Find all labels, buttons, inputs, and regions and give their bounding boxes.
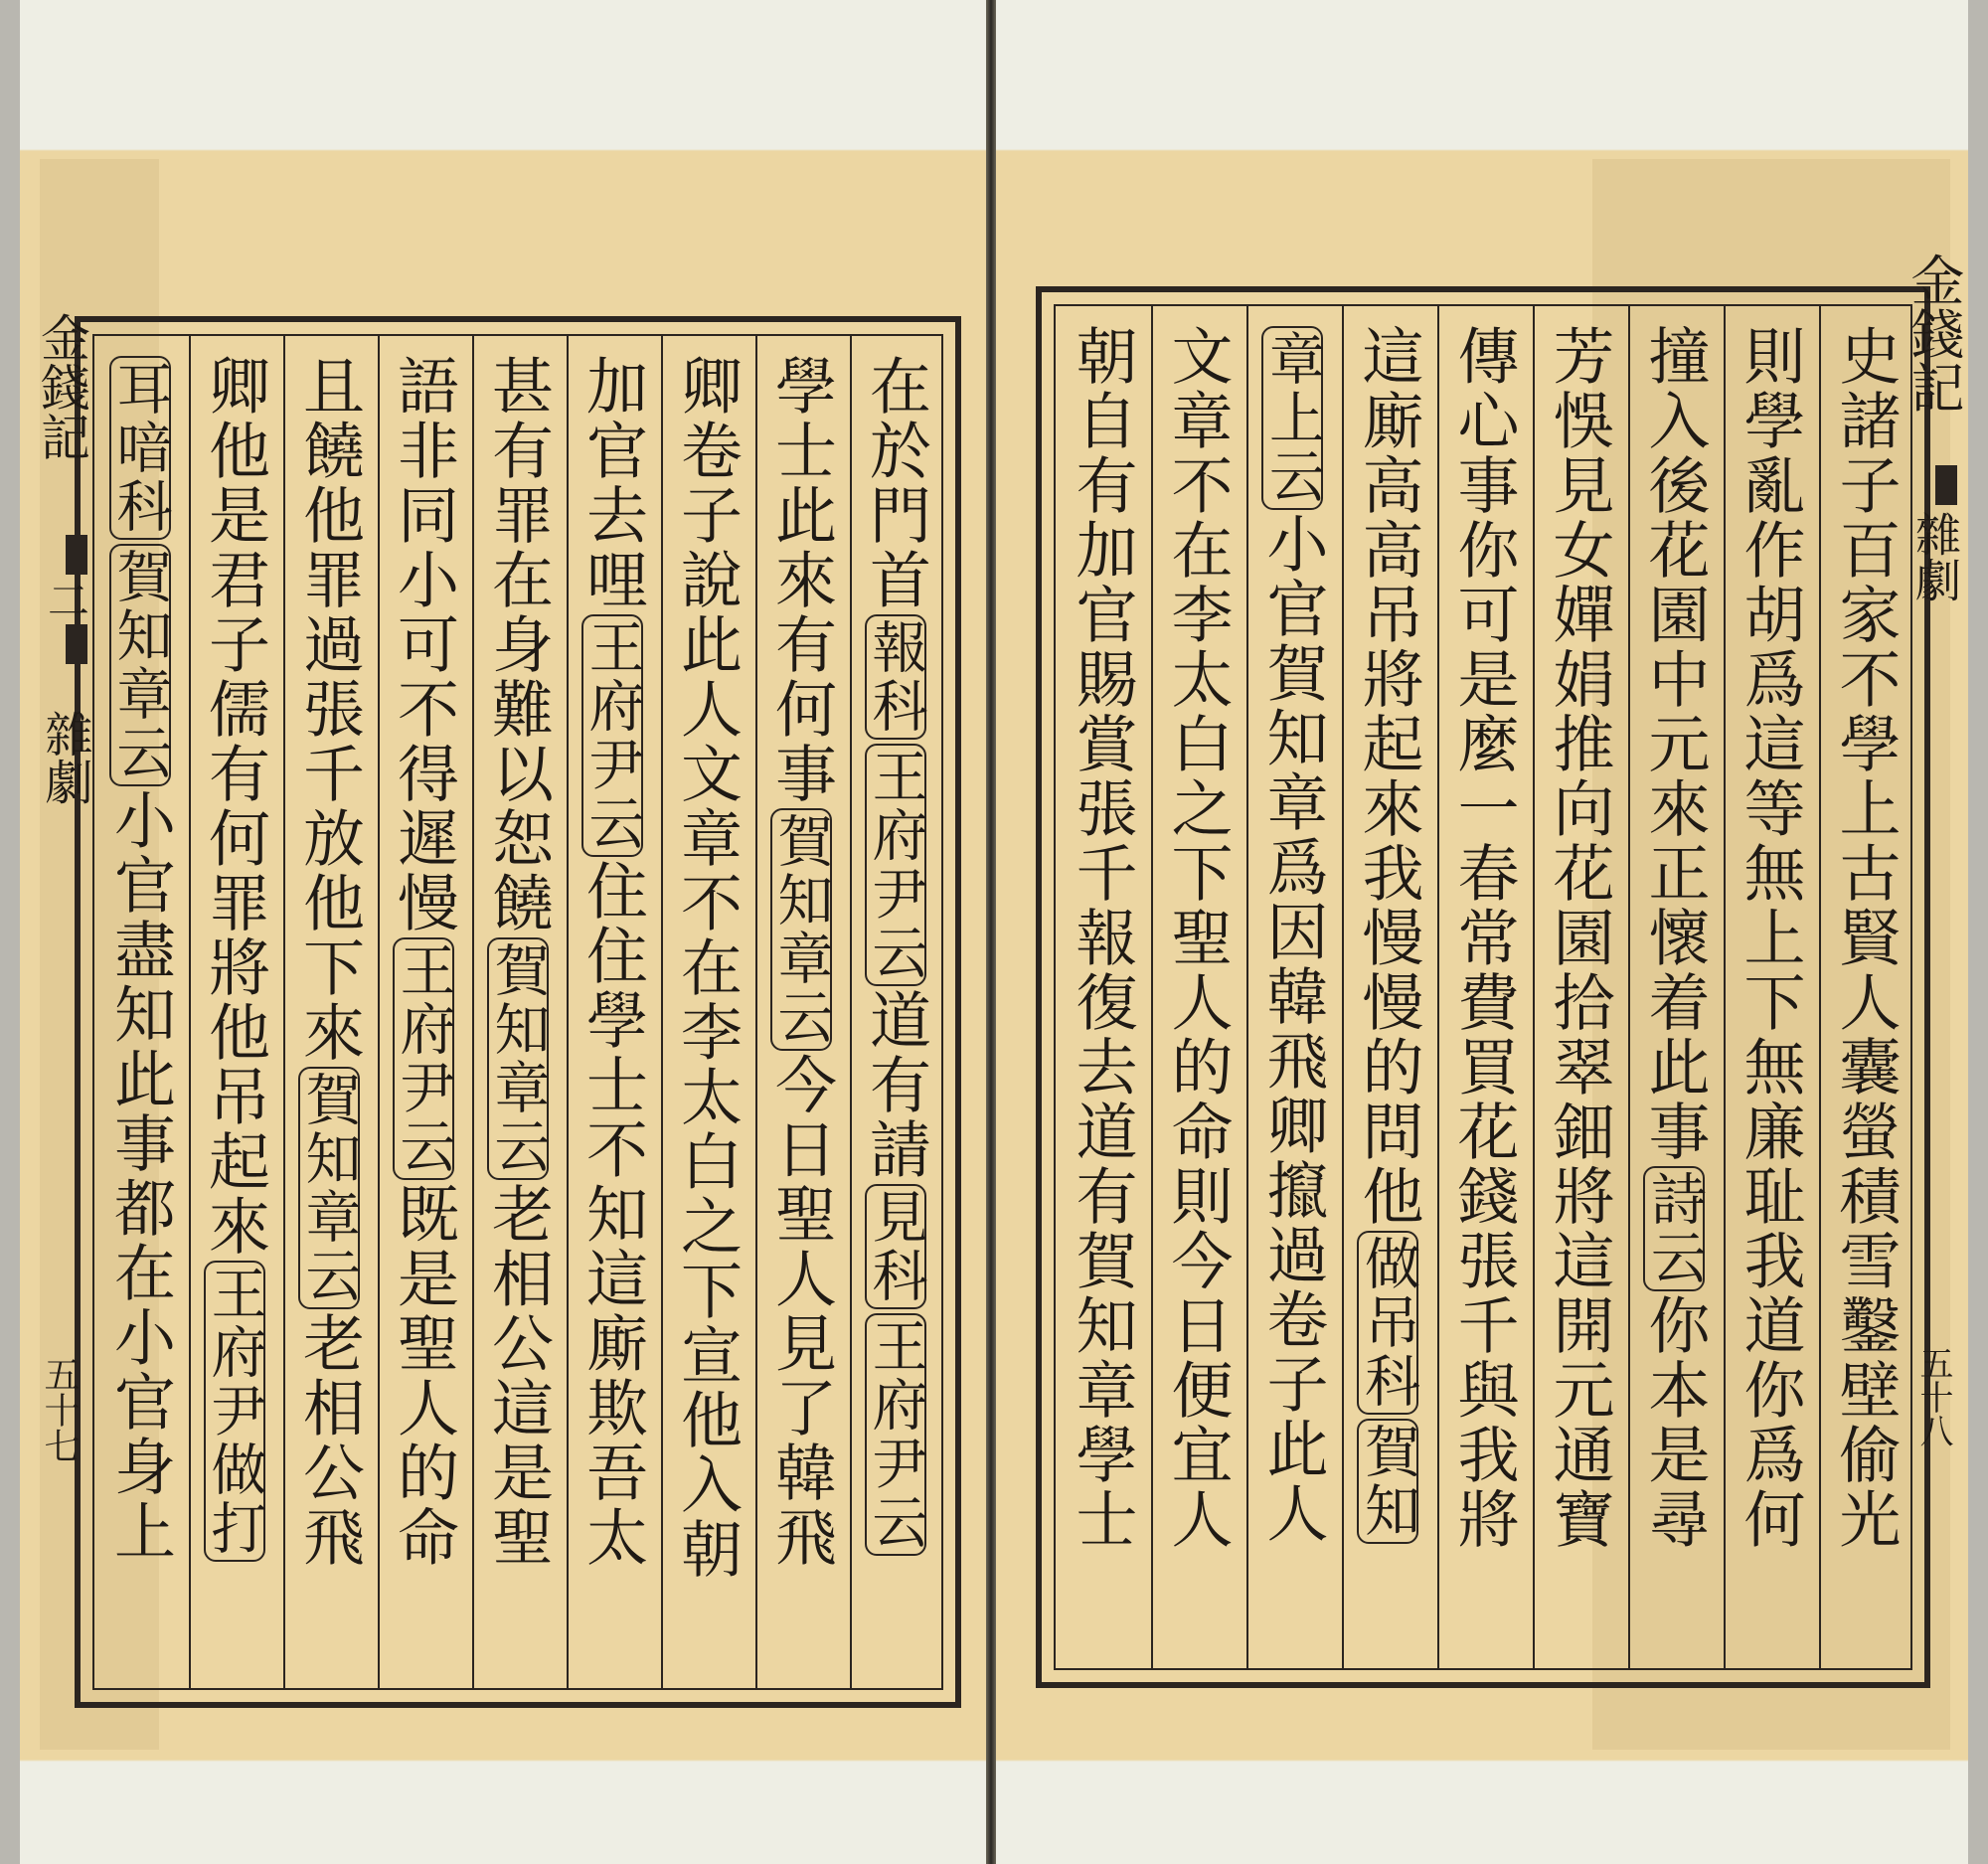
text-run: 史諸子百家不學上古賢人囊螢積雪鑿壁偷光 [1829, 324, 1902, 1552]
right-margin-title: 金錢記 [1903, 253, 1965, 414]
fish-tail-mark [66, 535, 87, 575]
text-run: 文章不在李太白之下聖人的命則今日便宜人 [1161, 324, 1234, 1552]
right-page-frame [1036, 253, 1965, 1688]
left-text-block [92, 334, 943, 1690]
boxed-stage-direction: 王府尹云 [393, 937, 454, 1180]
boxed-stage-direction: 章上云 [1261, 326, 1323, 510]
text-column [481, 354, 555, 1570]
boxed-stage-direction: 王府尹做打 [204, 1261, 265, 1562]
fish-tail-mark [66, 624, 87, 664]
text-column [1447, 324, 1520, 1552]
text-column [1161, 324, 1234, 1552]
text-run: 既是聖人的命 [387, 1182, 460, 1570]
text-column [1829, 324, 1902, 1552]
text-column [1638, 324, 1711, 1552]
text-run: 撞入後花園中元來正懷着此事 [1638, 324, 1711, 1164]
boxed-stage-direction: 賀知章云 [109, 544, 171, 786]
text-column [1256, 324, 1329, 1546]
text-run: 小官盡知此事都在小官身上 [103, 788, 177, 1564]
boxed-stage-direction: 見科 [865, 1184, 926, 1309]
text-column [670, 354, 744, 1582]
text-run: 加官去哩 [576, 354, 649, 612]
boxed-stage-direction: 賀知章云 [770, 808, 832, 1051]
right-margin-section: 雜劇 [1908, 511, 1962, 602]
boxed-stage-direction: 做吊科 [1357, 1231, 1418, 1415]
text-run: 傳心事你可是麼一春常費買花錢張千與我將 [1447, 324, 1520, 1552]
text-run: 卿他是君子儒有何罪將他吊起來 [198, 354, 271, 1259]
text-run: 小官賀知章爲因韓飛卿攛過卷子此人 [1256, 512, 1329, 1546]
text-run: 卿卷子說此人文章不在李太白之下宣他入朝 [670, 354, 744, 1582]
text-column [764, 354, 838, 1570]
text-run: 住住學士不知這廝欺吾太 [576, 859, 649, 1570]
text-run: 這廝高高吊將起來我慢慢的問他 [1352, 324, 1424, 1229]
text-column [103, 354, 177, 1564]
left-margin-juan: 二 [45, 531, 87, 668]
text-run: 道有請 [859, 988, 932, 1182]
text-column [292, 354, 366, 1570]
boxed-stage-direction: 王府尹云 [865, 1313, 926, 1556]
text-column [1543, 324, 1615, 1552]
fish-tail-mark [1935, 465, 1957, 505]
text-run: 朝自有加官賜賞張千報復去道有賀知章學士 [1066, 324, 1138, 1552]
boxed-stage-direction: 賀知 [1357, 1419, 1418, 1544]
text-column [1352, 324, 1424, 1546]
text-run: 學士此來有何事 [764, 354, 838, 806]
boxed-stage-direction: 王府尹云 [865, 744, 926, 986]
boxed-stage-direction: 賀知章云 [487, 937, 549, 1180]
text-run: 老相公飛 [292, 1311, 366, 1570]
text-run: 且饒他罪過張千放他下來 [292, 354, 366, 1065]
text-run: 老相公這是聖 [481, 1182, 555, 1570]
boxed-stage-direction: 王府尹云 [581, 614, 643, 857]
text-column [859, 354, 932, 1558]
right-page [996, 0, 1968, 1864]
text-run: 你本是尋 [1638, 1293, 1711, 1552]
right-text-block [1054, 304, 1912, 1670]
left-page [20, 0, 986, 1864]
text-run: 芳悞見女嬋娟推向花園拾翠鈿將這開元通寶 [1543, 324, 1615, 1552]
boxed-stage-direction: 賀知章云 [298, 1067, 360, 1309]
text-column [387, 354, 460, 1570]
left-margin-section: 雜劇 [37, 710, 92, 805]
left-margin-title: 金錢記 [33, 312, 90, 461]
boxed-stage-direction: 詩云 [1643, 1166, 1705, 1291]
text-column [1066, 324, 1138, 1552]
right-margin-juan [1914, 461, 1957, 509]
text-column [198, 354, 271, 1564]
left-margin-leaf: 五十七 [39, 1356, 80, 1463]
left-page-frame [33, 312, 961, 1708]
text-column [576, 354, 649, 1570]
text-column [1734, 324, 1806, 1552]
text-run: 則學亂作胡爲這等無上下無廉耻我道你爲何 [1734, 324, 1806, 1552]
boxed-stage-direction: 耳喑科 [109, 356, 171, 540]
boxed-stage-direction: 報科 [865, 614, 926, 740]
right-margin-leaf: 五十八 [1913, 1346, 1953, 1447]
book-gutter [986, 0, 996, 1864]
text-run: 甚有罪在身難以恕饒 [481, 354, 555, 935]
text-run: 今日聖人見了韓飛 [764, 1053, 838, 1570]
text-run: 語非同小可不得遲慢 [387, 354, 460, 935]
text-run: 在於門首 [859, 354, 932, 612]
